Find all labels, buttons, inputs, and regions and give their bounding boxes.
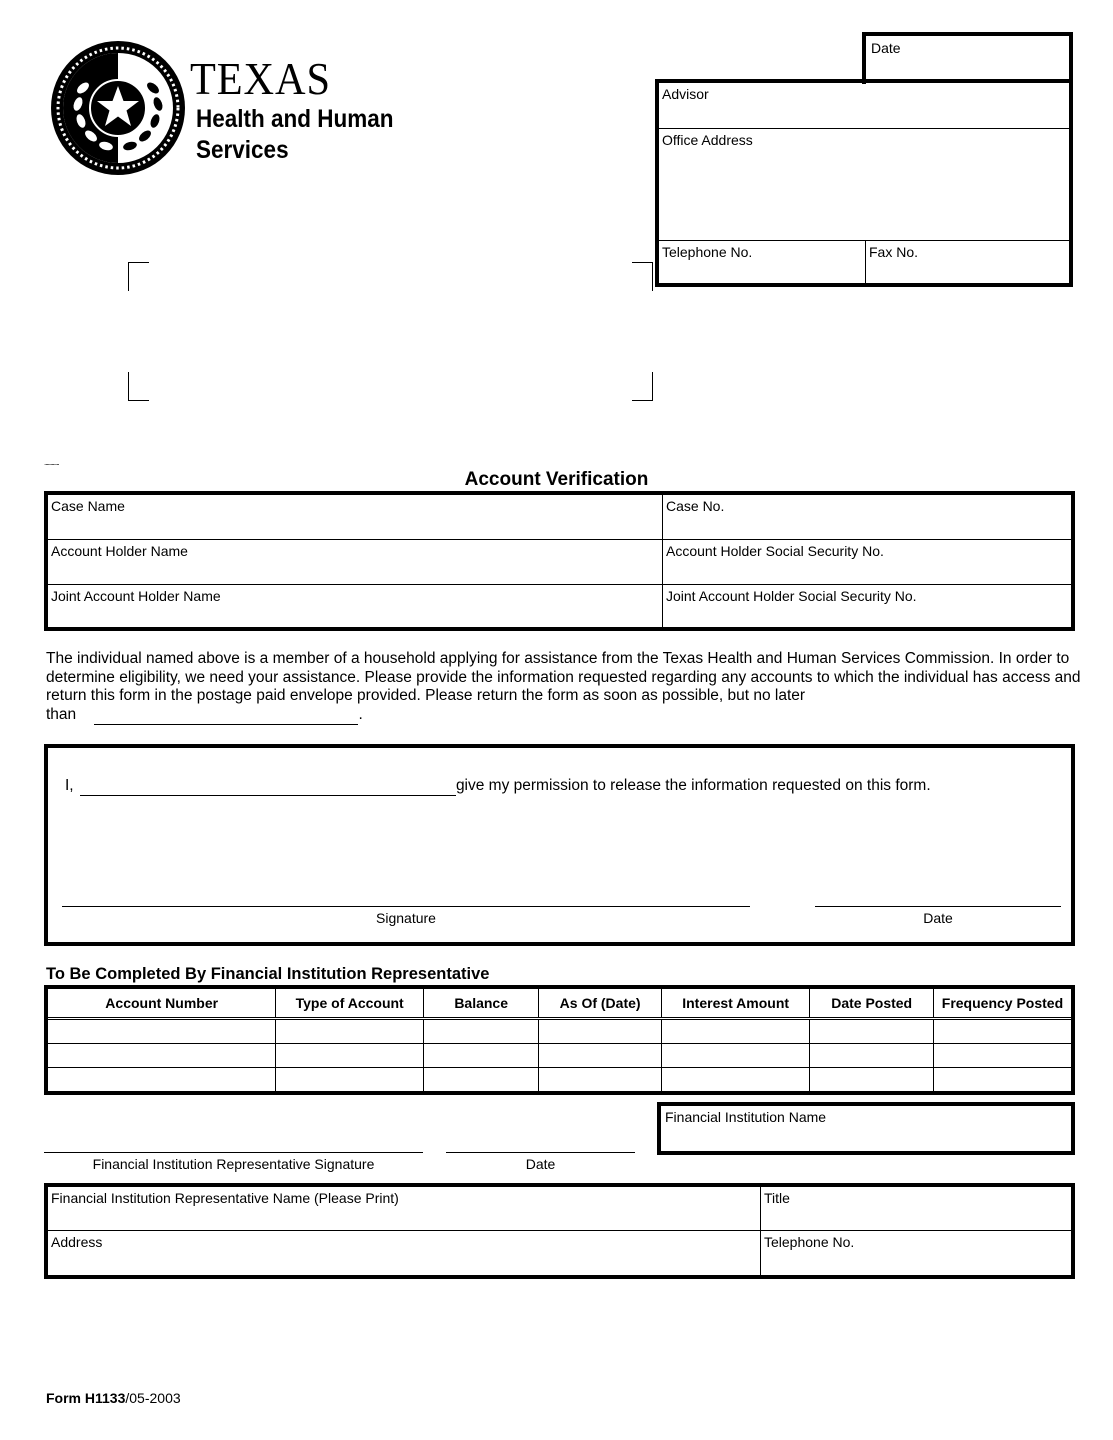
deadline-prefix: than [46, 705, 77, 723]
case-no-label: Case No. [666, 498, 725, 514]
divider [760, 1187, 761, 1275]
balance-cell[interactable] [423, 1044, 538, 1068]
corner-mark [128, 372, 149, 401]
joint-holder-ssn-label: Joint Account Holder Social Security No. [666, 588, 917, 604]
fax-label: Fax No. [869, 244, 919, 260]
interest-amount-cell[interactable] [661, 1019, 810, 1044]
date-posted-cell[interactable] [810, 1068, 933, 1094]
joint-holder-ssn-field[interactable] [663, 585, 1071, 627]
column-header: Type of Account [276, 987, 424, 1019]
permission-prefix: I, [65, 777, 74, 794]
frequency-posted-cell[interactable] [933, 1068, 1073, 1094]
rep-signature-caption: Financial Institution Representative Signature [92, 1156, 375, 1172]
form-revision: /05-2003 [125, 1390, 181, 1406]
frequency-posted-cell[interactable] [933, 1019, 1073, 1044]
column-header: Account Number [46, 987, 276, 1019]
date-field[interactable] [862, 32, 1073, 84]
balance-cell[interactable] [423, 1019, 538, 1044]
permission-date-line[interactable] [815, 906, 1061, 907]
financial-section-heading: To Be Completed By Financial Institution Representative [46, 965, 490, 983]
rep-address-field[interactable] [48, 1231, 760, 1275]
frequency-posted-cell[interactable] [933, 1044, 1073, 1068]
account-number-cell[interactable] [46, 1044, 276, 1068]
accounts-table [44, 985, 1075, 1095]
form-title: Account Verification [464, 469, 649, 490]
divider [662, 495, 663, 627]
rep-title-field[interactable] [761, 1187, 1071, 1231]
signature-line[interactable] [62, 906, 750, 907]
rep-date-caption: Date [525, 1156, 556, 1172]
table-header-row [46, 987, 1073, 1019]
instructions-text: The individual named above is a member of a household applying for assistance from the Texas Health and Human Services Commission. In order to determine eligibility, we need your assistance. Please provide the information requested regarding any accounts to which the individual has access and return this form in the postage paid envelope provided. Please return the form as soon as possible, but no later [46, 650, 1081, 705]
account-type-cell[interactable] [276, 1019, 424, 1044]
as-of-date-cell[interactable] [539, 1044, 661, 1068]
date-posted-cell[interactable] [810, 1044, 933, 1068]
office-address-field[interactable] [659, 129, 1069, 241]
balance-cell[interactable] [423, 1068, 538, 1094]
form-footer [46, 1390, 181, 1406]
corner-mark [632, 372, 653, 401]
table-row [46, 1068, 1073, 1094]
column-header: Frequency Posted [933, 987, 1073, 1019]
agency-name-line3: Services [196, 136, 289, 164]
fax-field[interactable] [866, 241, 1069, 283]
institution-name-field[interactable] [657, 1102, 1075, 1155]
as-of-date-cell[interactable] [539, 1019, 661, 1044]
agency-name-line2: Health and Human [196, 105, 394, 133]
permission-box [44, 744, 1075, 946]
advisor-main-box [655, 79, 1073, 287]
interest-amount-cell[interactable] [661, 1044, 810, 1068]
form-id: Form H1133 [46, 1390, 126, 1406]
rep-date-line[interactable] [446, 1152, 635, 1153]
advisor-field[interactable] [659, 83, 1069, 129]
deadline-date-field[interactable] [94, 706, 358, 726]
account-holder-ssn-field[interactable] [663, 540, 1071, 585]
account-type-cell[interactable] [276, 1044, 424, 1068]
permission-text: give my permission to release the information requested on this form. [455, 777, 931, 794]
rep-signature-line[interactable] [44, 1152, 423, 1153]
signature-caption: Signature [376, 910, 436, 926]
rep-telephone-label: Telephone No. [764, 1234, 855, 1250]
column-header: Interest Amount [661, 987, 810, 1019]
account-holder-ssn-label: Account Holder Social Security No. [666, 543, 884, 559]
interest-amount-cell[interactable] [661, 1068, 810, 1094]
permission-statement [65, 777, 931, 796]
date-label: Date [871, 40, 901, 56]
joint-holder-name-label: Joint Account Holder Name [51, 588, 221, 604]
date-posted-cell[interactable] [810, 1019, 933, 1044]
case-name-label: Case Name [51, 498, 125, 514]
case-name-field[interactable] [48, 495, 662, 540]
rep-name-label: Financial Institution Representative Name (Please Print) [51, 1190, 399, 1206]
account-holder-name-label: Account Holder Name [51, 543, 188, 559]
dotted-marker: ............ [44, 458, 59, 467]
rep-info-box [44, 1183, 1075, 1279]
column-header: Date Posted [810, 987, 933, 1019]
corner-mark [632, 262, 653, 291]
advisor-label: Advisor [662, 86, 709, 102]
column-header: As Of (Date) [539, 987, 661, 1019]
agency-name-texas: TEXAS [190, 53, 331, 104]
permission-name-field[interactable] [80, 777, 456, 796]
telephone-label: Telephone No. [662, 244, 753, 260]
rep-name-field[interactable] [48, 1187, 760, 1231]
deadline-suffix: . [358, 705, 363, 723]
rep-address-label: Address [51, 1234, 103, 1250]
account-holder-name-field[interactable] [48, 540, 662, 585]
account-type-cell[interactable] [276, 1068, 424, 1094]
case-no-field[interactable] [663, 495, 1071, 540]
account-number-cell[interactable] [46, 1068, 276, 1094]
table-row [46, 1019, 1073, 1044]
corner-mark [128, 262, 149, 291]
telephone-field[interactable] [659, 241, 865, 283]
instructions-paragraph [46, 650, 1081, 725]
joint-holder-name-field[interactable] [48, 585, 662, 627]
rep-title-label: Title [764, 1190, 790, 1206]
institution-name-label: Financial Institution Name [665, 1109, 827, 1125]
account-number-cell[interactable] [46, 1019, 276, 1044]
texas-hhs-seal-icon [48, 38, 188, 178]
permission-date-caption: Date [923, 910, 953, 926]
column-header: Balance [423, 987, 538, 1019]
as-of-date-cell[interactable] [539, 1068, 661, 1094]
case-info-box [44, 491, 1075, 631]
office-address-label: Office Address [662, 132, 753, 148]
table-row [46, 1044, 1073, 1068]
rep-telephone-field[interactable] [761, 1231, 1071, 1275]
